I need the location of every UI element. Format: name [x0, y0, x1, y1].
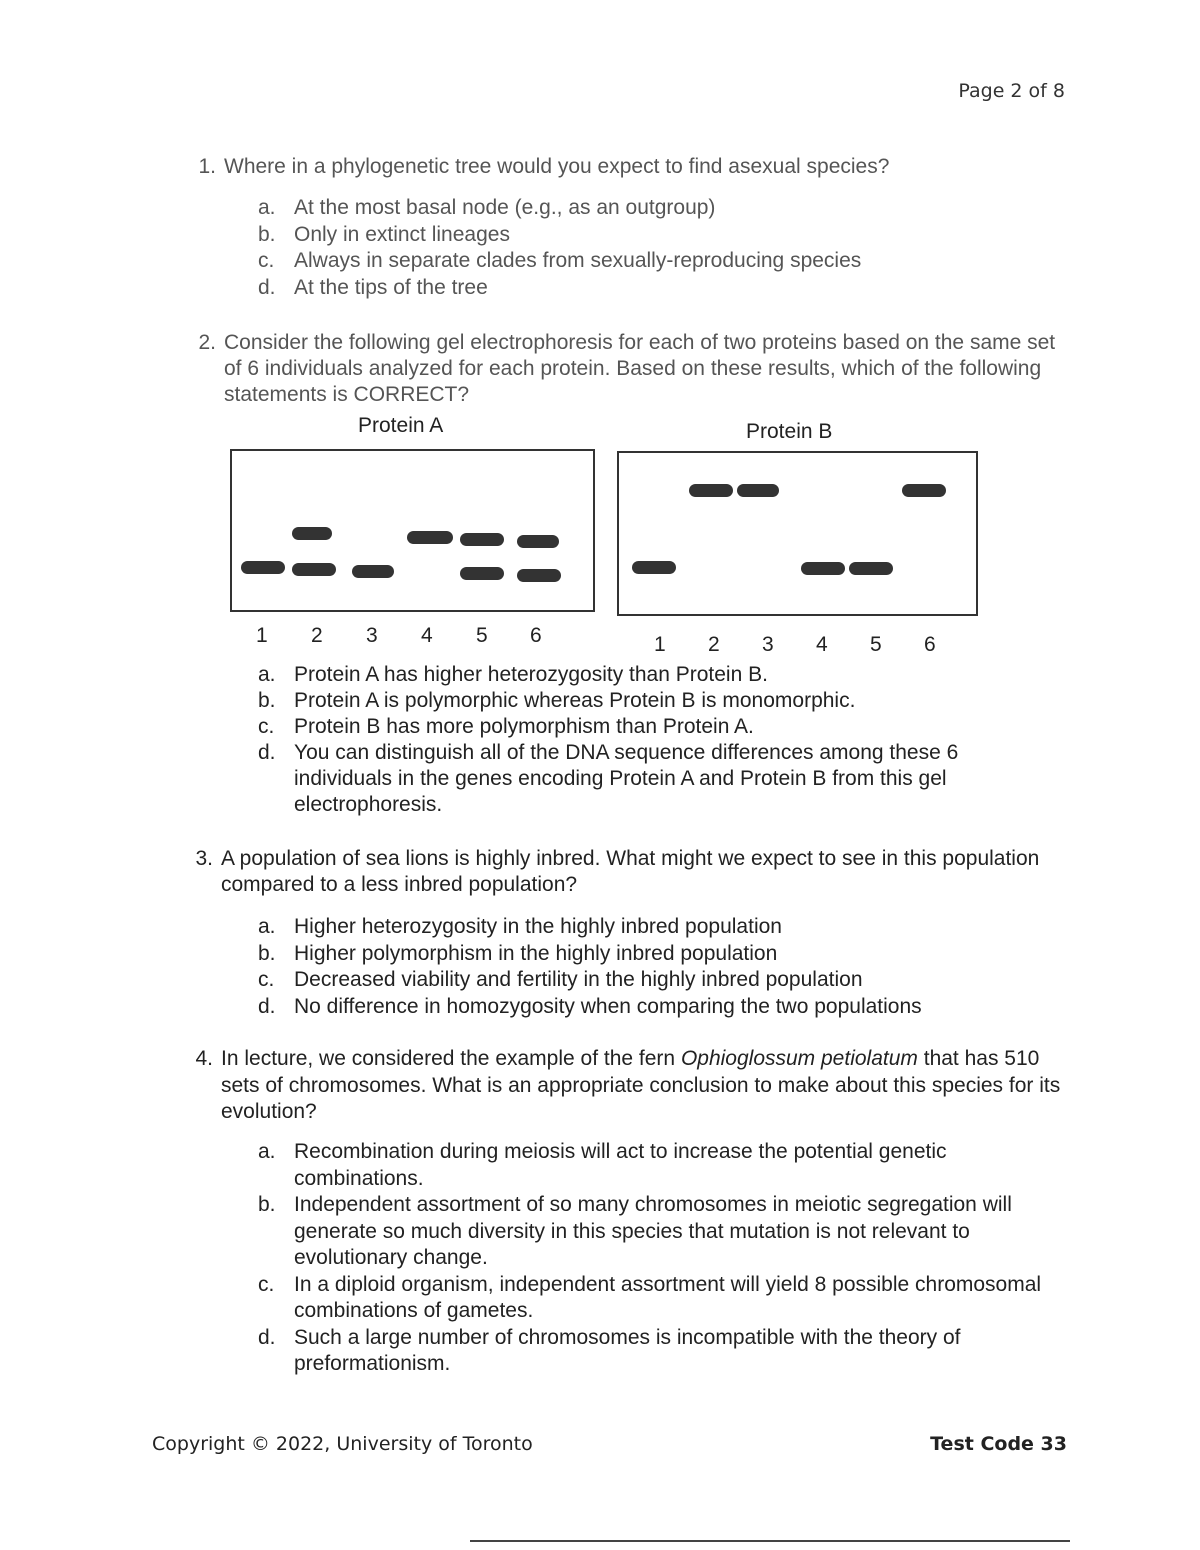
band — [241, 561, 285, 574]
lane-label: 4 — [421, 624, 433, 647]
option-a: a. Protein A has higher heterozygosity than Protein B. — [258, 663, 768, 686]
question-1-options — [258, 195, 1058, 301]
option-a: a. At the most basal node (e.g., as an outgroup) — [258, 196, 716, 219]
page-number: Page 2 of 8 — [958, 80, 1065, 102]
band — [801, 562, 845, 575]
lane-label: 4 — [816, 633, 828, 656]
band — [517, 569, 561, 582]
question-2 — [188, 330, 1068, 408]
option-d: d. Such a large number of chromosomes is incompatible with the theory of preformationism. — [258, 1325, 961, 1375]
option-b: b. Protein A is polymorphic whereas Protein B is monomorphic. — [258, 689, 856, 712]
question-number: 4. — [195, 1047, 213, 1070]
question-stem: In lecture, we considered the example of the fern Ophioglossum petiolatum that has 510 sets of chromosomes. What is an appropriate conclusion to make about this species for its evolution? — [221, 1047, 1061, 1123]
gel-protein-a — [230, 449, 595, 612]
band — [292, 527, 332, 540]
band — [460, 567, 504, 580]
test-code: Test Code 33 — [930, 1433, 1067, 1455]
question-3-options — [258, 914, 1058, 1020]
band — [292, 563, 336, 576]
option-b: b. Independent assortment of so many chromosomes in meiotic segregation will generate so much diversity in this species that mutation is not relevant to evolutionary change. — [258, 1193, 1012, 1269]
question-number: 2. — [198, 331, 216, 354]
lane-label: 5 — [870, 633, 882, 656]
option-c: c. In a diploid organism, independent assortment will yield 8 possible chromosomal combinations of gametes. — [258, 1272, 1042, 1322]
question-3 — [185, 846, 1065, 898]
lane-label: 3 — [762, 633, 774, 656]
option-a: a. Higher heterozygosity in the highly inbred population — [258, 915, 782, 938]
question-stem: Where in a phylogenetic tree would you expect to find asexual species? — [224, 155, 890, 178]
question-1 — [188, 153, 1068, 180]
option-d: d. No difference in homozygosity when comparing the two populations — [258, 994, 922, 1018]
gel-protein-b — [617, 451, 978, 616]
lane-label: 1 — [654, 633, 666, 656]
lane-label: 2 — [311, 624, 323, 647]
option-d: d. At the tips of the tree — [258, 275, 488, 299]
option-a: a. Recombination during meiosis will act to increase the potential genetic combinations. — [258, 1140, 947, 1190]
copyright-notice: Copyright © 2022, University of Toronto — [152, 1433, 533, 1455]
band — [902, 484, 946, 497]
band — [632, 561, 676, 574]
gel-title-protein-b: Protein B — [746, 420, 833, 443]
lane-label: 1 — [256, 624, 268, 647]
option-c: c. Protein B has more polymorphism than Protein A. — [258, 715, 754, 738]
question-number: 1. — [198, 155, 216, 178]
question-4 — [185, 1046, 1065, 1126]
lane-label: 6 — [924, 633, 936, 656]
option-c: c. Decreased viability and fertility in the highly inbred population — [258, 968, 863, 991]
band — [737, 484, 779, 497]
question-2-options — [258, 662, 1048, 818]
scan-artifact-line — [470, 1540, 1070, 1542]
option-b: b. Higher polymorphism in the highly inbred population — [258, 941, 778, 965]
option-b: b. Only in extinct lineages — [258, 222, 510, 246]
question-stem: Consider the following gel electrophoresis for each of two proteins based on the same set of 6 individuals analyzed for each protein. Based on these results, which of the following statements is CORRECT? — [224, 331, 1056, 406]
question-stem: A population of sea lions is highly inbred. What might we expect to see in this population compared to a less inbred population? — [221, 847, 1040, 896]
band — [689, 484, 733, 497]
option-c: c. Always in separate clades from sexually-reproducing species — [258, 249, 862, 272]
band — [407, 531, 453, 544]
question-4-options — [258, 1139, 1068, 1378]
band — [352, 565, 394, 578]
species-name: Ophioglossum petiolatum — [680, 1047, 918, 1070]
question-number: 3. — [195, 847, 213, 870]
option-d: d. You can distinguish all of the DNA sequence differences among these 6 individuals in the genes encoding Protein A and Protein B from this gel electrophoresis. — [258, 741, 959, 816]
band — [460, 533, 504, 546]
gel-title-protein-a: Protein A — [358, 414, 444, 437]
band — [517, 535, 559, 548]
band — [849, 562, 893, 575]
lane-label: 2 — [708, 633, 720, 656]
lane-label: 6 — [530, 624, 542, 647]
lane-label: 5 — [476, 624, 488, 647]
lane-label: 3 — [366, 624, 378, 647]
